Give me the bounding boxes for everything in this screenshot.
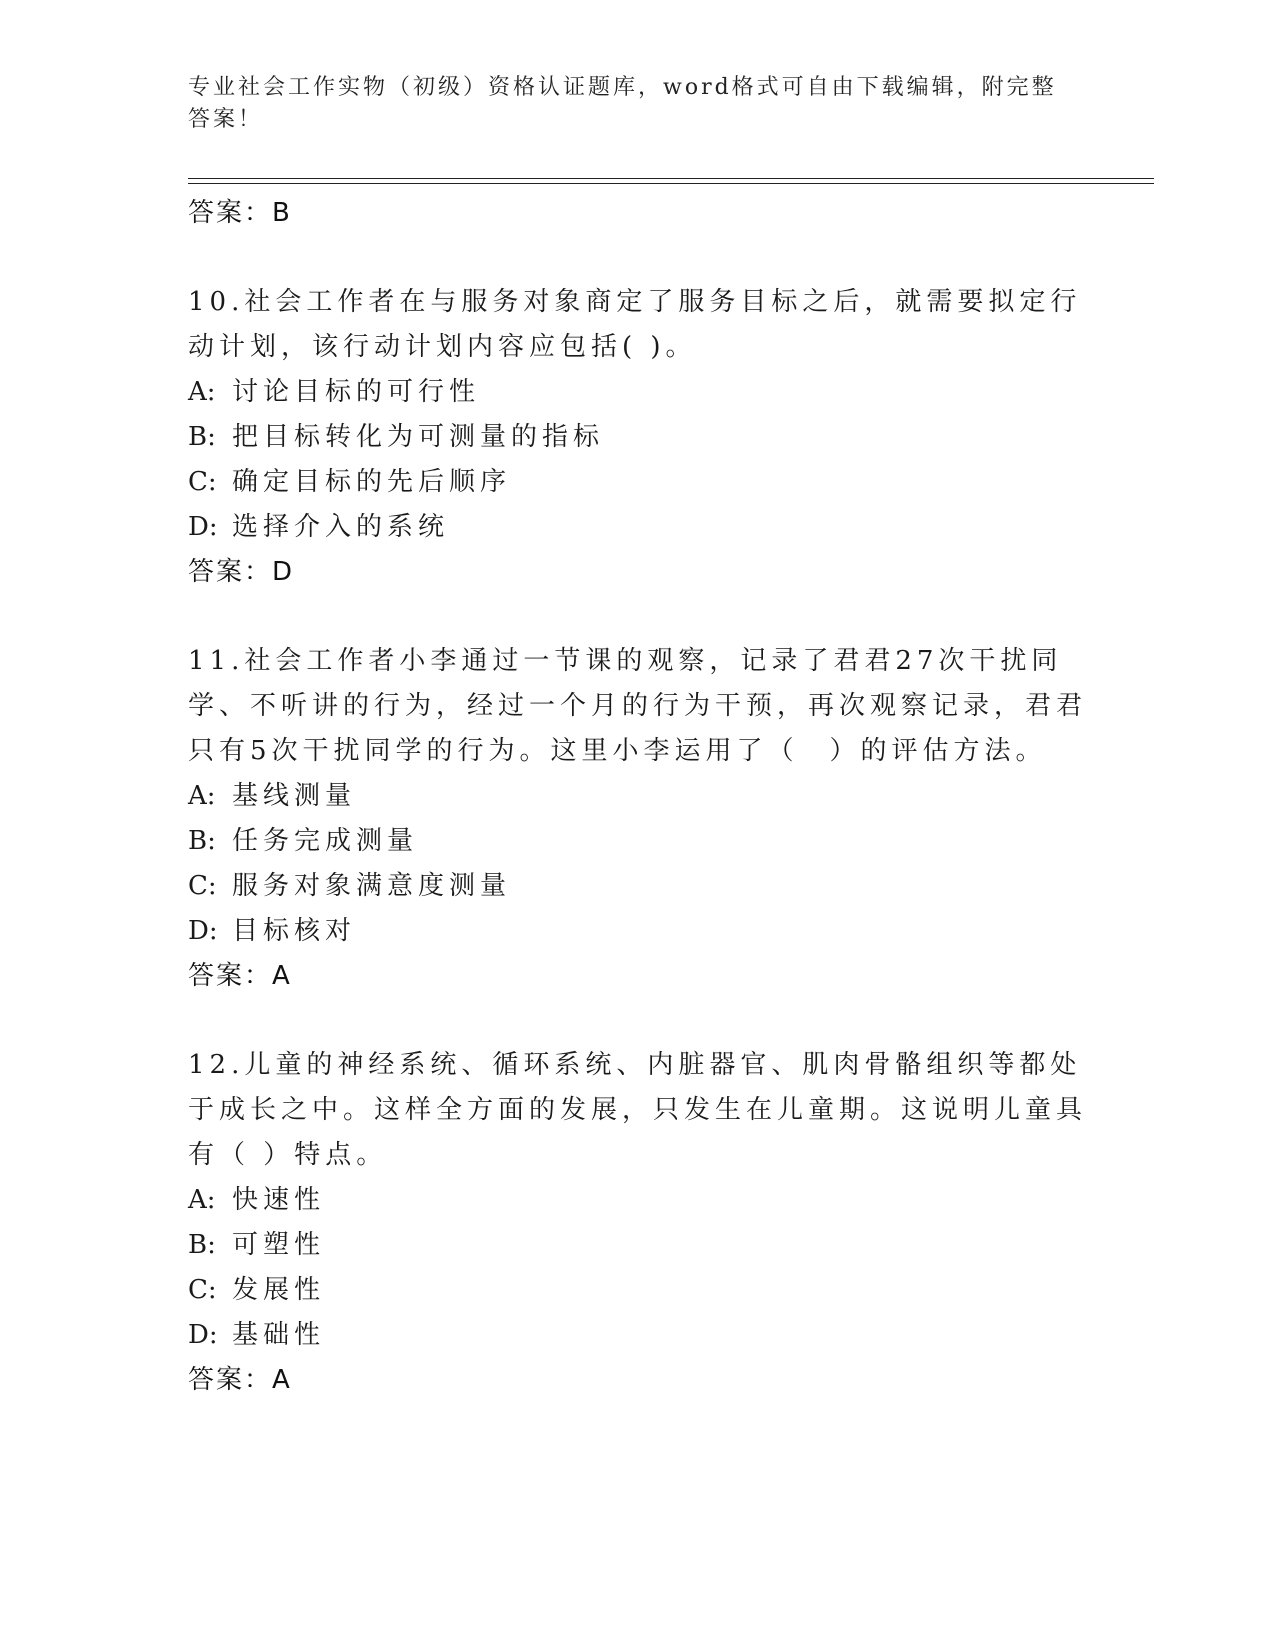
option-a <box>188 1178 1088 1223</box>
option-text: 基础性 <box>232 1320 326 1350</box>
option-text: 把目标转化为可测量的指标 <box>232 422 605 452</box>
question-stem: 11.社会工作者小李通过一节课的观察，记录了君君27次干扰同学、不听讲的行为，经过一个月的行为干预，再次观察记录，君君只有5次干扰同学的行为。这里小李运用了（ ）的评估方法。 <box>188 646 1088 766</box>
answer-line: 答案：D <box>188 557 295 587</box>
option-text: 选择介入的系统 <box>232 512 450 542</box>
option-text: 可塑性 <box>232 1230 326 1260</box>
option-key: D: <box>188 916 218 946</box>
answer-line: 答案：B <box>188 198 292 228</box>
option-key: B: <box>188 1230 216 1260</box>
option-c <box>188 864 1088 909</box>
option-text: 发展性 <box>232 1275 326 1305</box>
option-c <box>188 1268 1088 1313</box>
question-stem: 12.儿童的神经系统、循环系统、内脏器官、肌肉骨骼组织等都处于成长之中。这样全方面的发展，只发生在儿童期。这说明儿童具有（ ）特点。 <box>188 1050 1088 1170</box>
option-key: A: <box>188 377 216 407</box>
option-b <box>188 819 1088 864</box>
option-c <box>188 460 1088 505</box>
question-item <box>188 1043 1088 1403</box>
option-b <box>188 415 1088 460</box>
option-text: 确定目标的先后顺序 <box>232 467 512 497</box>
option-key: D: <box>188 512 218 542</box>
question-item <box>188 639 1088 999</box>
option-text: 服务对象满意度测量 <box>232 871 512 901</box>
option-text: 基线测量 <box>232 781 357 811</box>
page-header-text: 专业社会工作实物（初级）资格认证题库，word格式可自由下载编辑，附完整答案！ <box>188 75 1057 132</box>
option-d <box>188 909 1088 954</box>
answer-line: 答案：A <box>188 1365 292 1395</box>
option-key: D: <box>188 1320 218 1350</box>
option-key: A: <box>188 1185 216 1215</box>
option-d <box>188 505 1088 550</box>
option-key: A: <box>188 781 216 811</box>
option-b <box>188 1223 1088 1268</box>
option-a <box>188 370 1088 415</box>
option-key: B: <box>188 422 216 452</box>
option-key: C: <box>188 467 217 497</box>
question-item <box>188 280 1088 595</box>
option-key: C: <box>188 1275 217 1305</box>
option-d <box>188 1313 1088 1358</box>
question-stem: 10.社会工作者在与服务对象商定了服务目标之后，就需要拟定行动计划，该行动计划内容应包括( )。 <box>188 287 1082 362</box>
option-key: B: <box>188 826 216 856</box>
option-text: 讨论目标的可行性 <box>232 377 481 407</box>
option-text: 任务完成测量 <box>232 826 419 856</box>
question-list <box>188 280 1088 1447</box>
header-divider <box>188 178 1154 184</box>
option-a <box>188 774 1088 819</box>
answer-line: 答案：A <box>188 961 292 991</box>
option-text: 快速性 <box>232 1185 326 1215</box>
option-text: 目标核对 <box>232 916 357 946</box>
option-key: C: <box>188 871 217 901</box>
